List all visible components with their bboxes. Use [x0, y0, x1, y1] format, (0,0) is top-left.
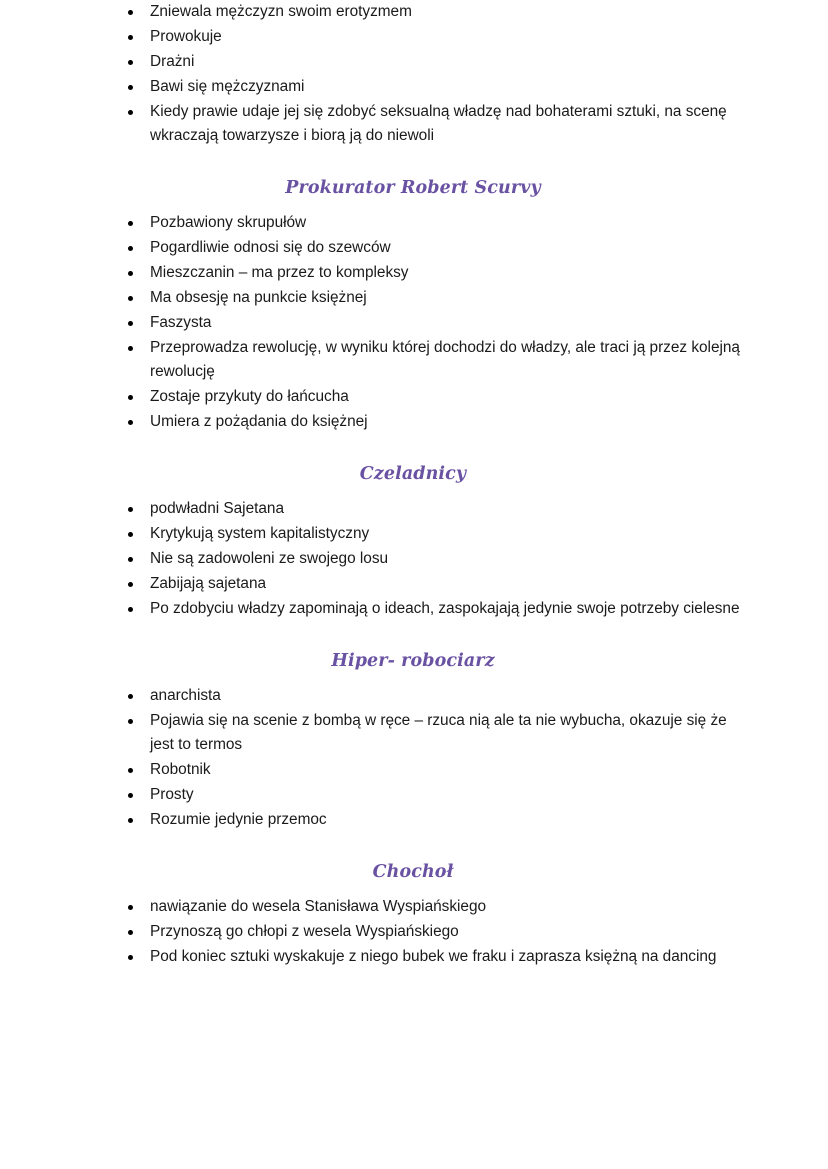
notes-section	[0, 464, 828, 621]
list-item	[0, 547, 745, 571]
list-item	[0, 25, 745, 49]
list-item	[0, 522, 745, 546]
bullet-dot-icon	[128, 85, 133, 90]
list-item	[0, 336, 745, 384]
list-item-text: Zostaje przykuty do łańcucha	[150, 388, 349, 405]
bullet-dot-icon	[128, 10, 133, 15]
list-item-text: Mieszczanin – ma przez to kompleksy	[150, 264, 409, 281]
list-item-text: Bawi się mężczyznami	[150, 78, 305, 95]
list-item-text: Prowokuje	[150, 28, 222, 45]
bullet-dot-icon	[128, 793, 133, 798]
list-item-text: Zabijają sajetana	[150, 575, 267, 592]
list-item	[0, 211, 745, 235]
bullet-dot-icon	[128, 557, 133, 562]
list-item	[0, 100, 745, 148]
bullet-list	[0, 211, 828, 434]
bullet-dot-icon	[128, 60, 133, 65]
bullet-dot-icon	[128, 930, 133, 935]
list-item	[0, 75, 745, 99]
bullet-dot-icon	[128, 246, 133, 251]
list-item	[0, 709, 745, 757]
list-item-text: Krytykują system kapitalistyczny	[150, 525, 370, 542]
list-item-text: anarchista	[150, 687, 221, 704]
bullet-dot-icon	[128, 346, 133, 351]
list-item	[0, 895, 745, 919]
list-item-text: Robotnik	[150, 761, 211, 778]
section-heading: Chochoł	[372, 862, 454, 882]
list-item-text: Rozumie jedynie przemoc	[150, 811, 327, 828]
list-item	[0, 0, 745, 24]
list-item	[0, 311, 745, 335]
section-heading: Czeladnicy	[359, 464, 467, 484]
bullet-dot-icon	[128, 607, 133, 612]
bullet-dot-icon	[128, 110, 133, 115]
bullet-list	[0, 684, 828, 832]
list-item-text: Po zdobyciu władzy zapominają o ideach, zaspokajają jedynie swoje potrzeby cielesne	[150, 600, 740, 617]
bullet-list	[0, 0, 828, 148]
notes-section	[0, 651, 828, 832]
list-item-text: Prosty	[150, 786, 194, 803]
list-item	[0, 50, 745, 74]
bullet-dot-icon	[128, 694, 133, 699]
bullet-dot-icon	[128, 818, 133, 823]
list-item-text: Przynoszą go chłopi z wesela Wyspiańskiego	[150, 923, 459, 940]
list-item	[0, 808, 745, 832]
bullet-dot-icon	[128, 955, 133, 960]
bullet-dot-icon	[128, 582, 133, 587]
list-item	[0, 572, 745, 596]
list-item	[0, 497, 745, 521]
list-item-text: Ma obsesję na punkcie księżnej	[150, 289, 367, 306]
bullet-dot-icon	[128, 395, 133, 400]
list-item-text: Pozbawiony skrupułów	[150, 214, 307, 231]
bullet-dot-icon	[128, 271, 133, 276]
list-item-text: Przeprowadza rewolucję, w wyniku której dochodzi do władzy, ale traci ją przez kolejną rewolucję	[150, 339, 740, 380]
list-item-text: Pod koniec sztuki wyskakuje z niego bubek we fraku i zaprasza księżną na dancing	[150, 948, 717, 965]
list-item	[0, 920, 745, 944]
list-item	[0, 385, 745, 409]
bullet-dot-icon	[128, 507, 133, 512]
bullet-dot-icon	[128, 420, 133, 425]
bullet-list	[0, 895, 828, 969]
bullet-dot-icon	[128, 296, 133, 301]
list-item	[0, 261, 745, 285]
list-item	[0, 597, 745, 621]
list-item-text: Nie są zadowoleni ze swojego losu	[150, 550, 389, 567]
bullet-dot-icon	[128, 719, 133, 724]
notes-section	[0, 0, 828, 148]
section-heading: Hiper- robociarz	[331, 651, 495, 671]
bullet-dot-icon	[128, 905, 133, 910]
list-item	[0, 945, 745, 969]
list-item	[0, 758, 745, 782]
list-item	[0, 410, 745, 434]
list-item-text: Kiedy prawie udaje jej się zdobyć seksualną władzę nad bohaterami sztuki, na scenę wkraczają towarzysze i biorą ją do niewoli	[150, 103, 727, 144]
list-item-text: Drażni	[150, 53, 195, 70]
list-item-text: Umiera z pożądania do księżnej	[150, 413, 368, 430]
list-item-text: Faszysta	[150, 314, 212, 331]
list-item	[0, 286, 745, 310]
list-item-text: nawiązanie do wesela Stanisława Wyspiańskiego	[150, 898, 487, 915]
bullet-list	[0, 497, 828, 621]
section-heading: Prokurator Robert Scurvy	[285, 178, 541, 198]
list-item-text: podwładni Sajetana	[150, 500, 284, 517]
bullet-dot-icon	[128, 321, 133, 326]
list-item	[0, 783, 745, 807]
list-item-text: Zniewala mężczyzn swoim erotyzmem	[150, 3, 412, 20]
list-item-text: Pogardliwie odnosi się do szewców	[150, 239, 391, 256]
list-item	[0, 684, 745, 708]
bullet-dot-icon	[128, 768, 133, 773]
bullet-dot-icon	[128, 532, 133, 537]
bullet-dot-icon	[128, 35, 133, 40]
notes-section	[0, 862, 828, 969]
list-item	[0, 236, 745, 260]
list-item-text: Pojawia się na scenie z bombą w ręce – rzuca nią ale ta nie wybucha, okazuje się że jest to termos	[150, 712, 727, 753]
bullet-dot-icon	[128, 221, 133, 226]
notes-section	[0, 178, 828, 434]
